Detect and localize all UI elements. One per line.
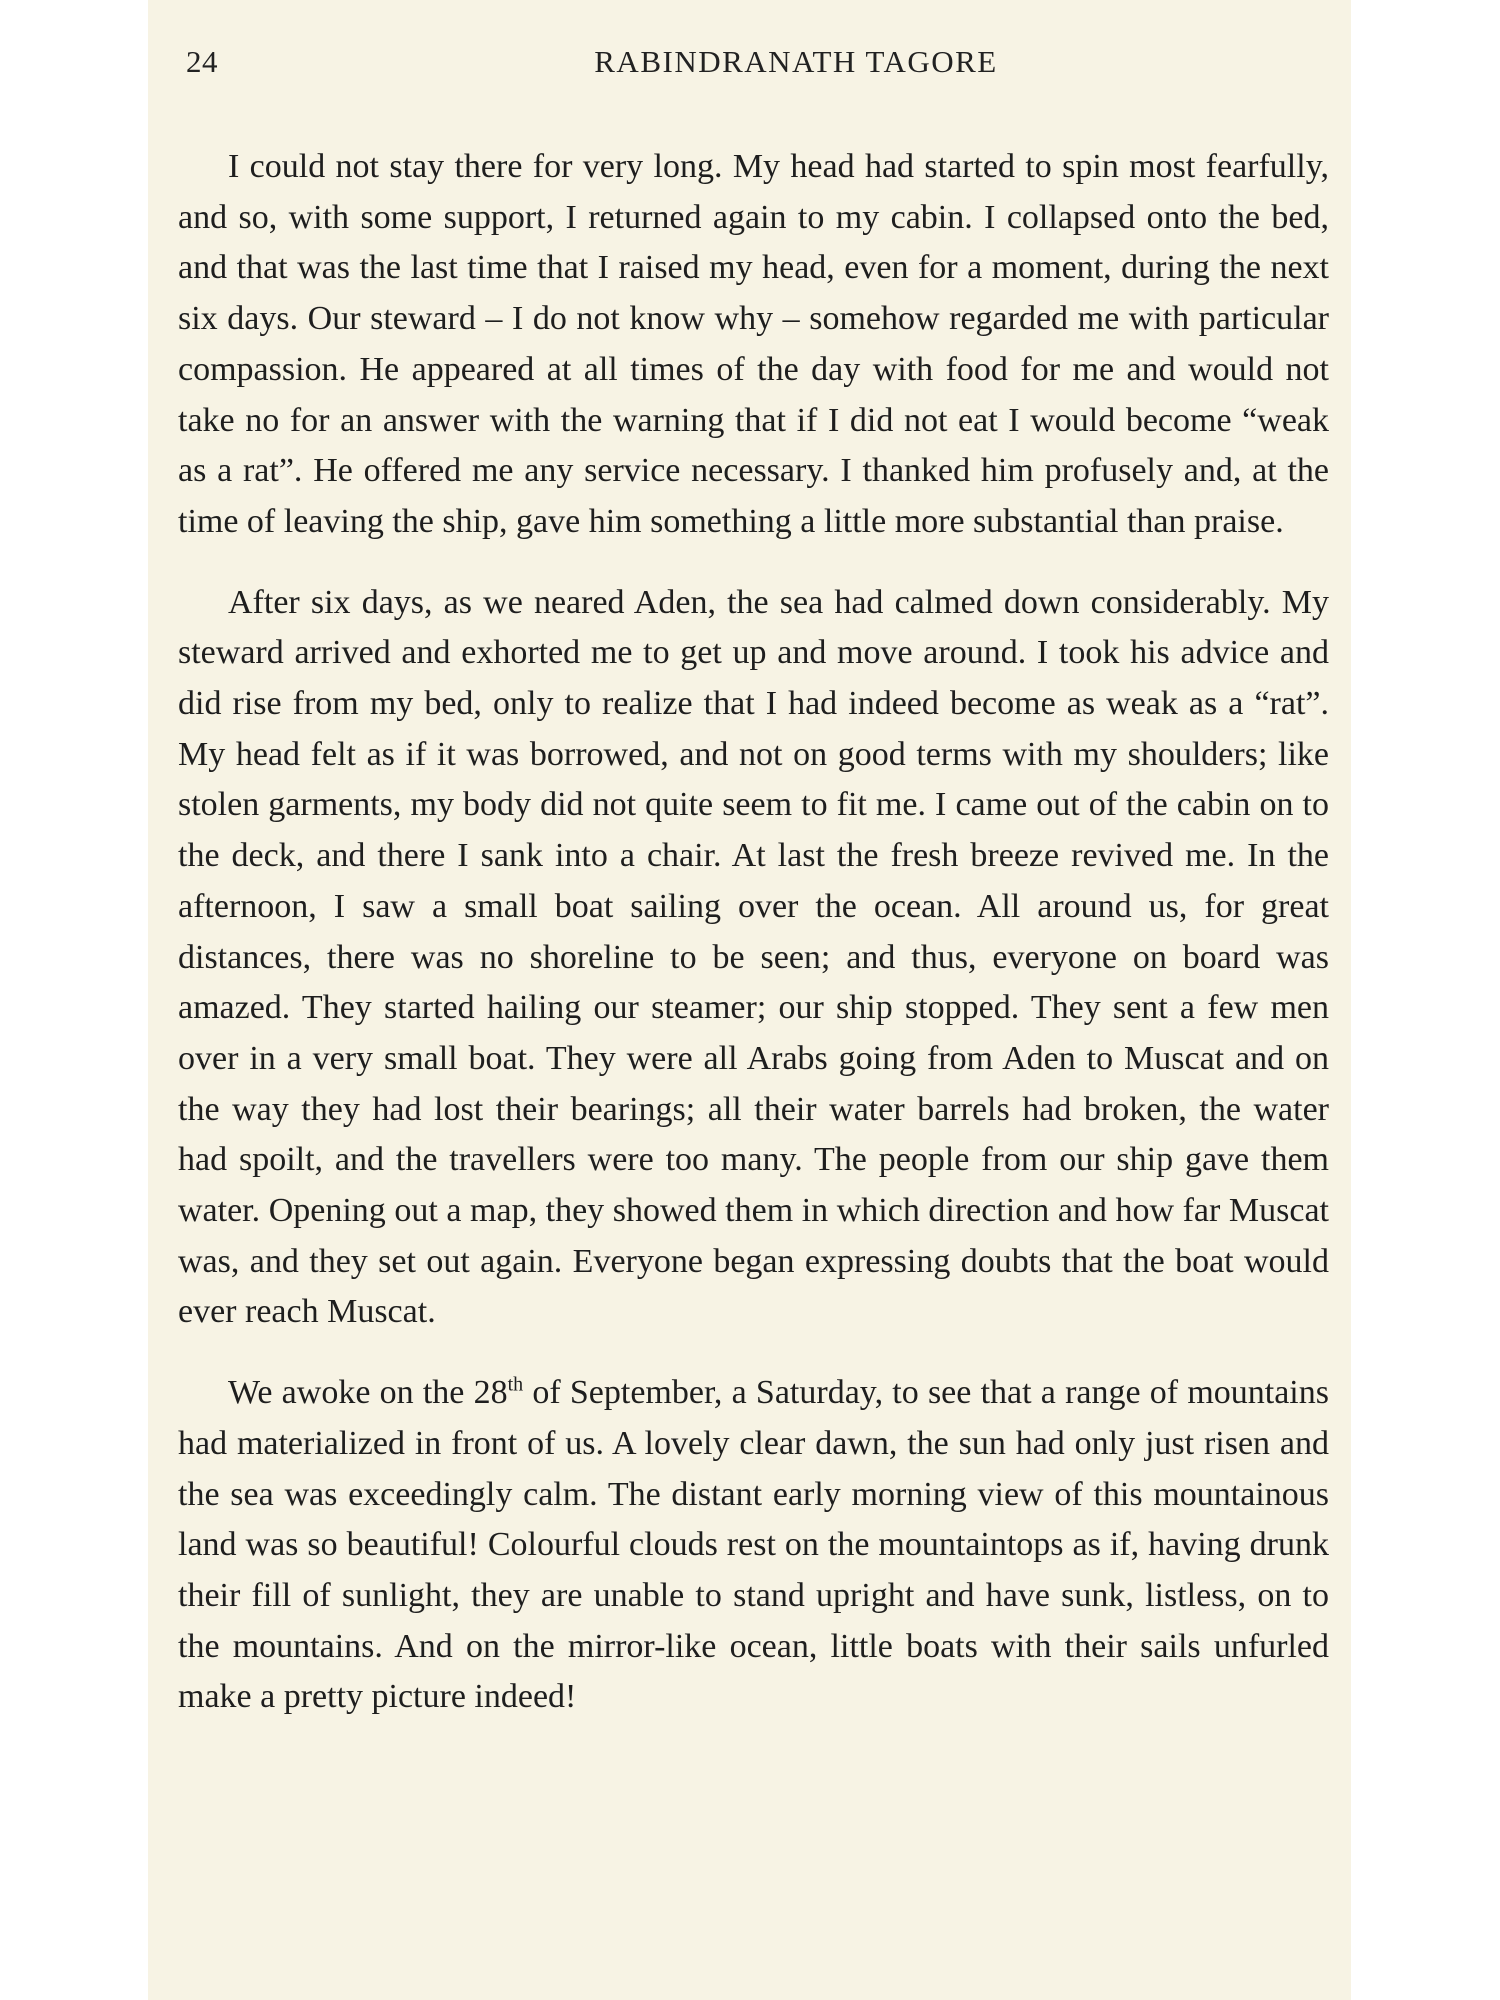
page-number: 24 <box>186 44 218 79</box>
paragraph-3-start: We awoke on the 28 <box>228 1374 508 1412</box>
paragraph-2: After six days, as we neared Aden, the sea had calmed down considerably. My steward arrived and exhorted me to get up and move around. I took his advice and did rise from my bed, only to realize that I had indeed become as weak as a “rat”. My head felt as if it was borrowed, and not on good terms with my shoulders; like stolen garments, my body did not quite seem to fit me. I came out of the cabin on to the deck, and there I sank into a chair. At last the fresh breeze revived me. In the afternoon, I saw a small boat sailing over the ocean. All around us, for great distances, there was no shoreline to be seen; and thus, everyone on board was amazed. They started hailing our steamer; our ship stopped. They sent a few men over in a very small boat. They were all Arabs going from Aden to Muscat and on the way they had lost their bearings; all their water barrels had broken, the water had spoilt, and the travellers were too many. The people from our ship gave them water. Opening out a map, they showed them in which direction and how far Muscat was, and they set out again. Everyone began expressing doubts that the boat would ever reach Muscat. <box>178 583 1329 1331</box>
paragraph-1: I could not stay there for very long. My head had started to spin most fearfully, and so, with some support, I returned again to my cabin. I collapsed onto the bed, and that was the last time that I raised my head, even for a moment, during the next six days. Our steward – I do not know why – somehow regarded me with particular compassion. He appeared at all times of the day with food for me and would not take no for an answer with the warning that if I did not eat I would become “weak as a rat”. He offered me any service necessary. I thanked him profusely and, at the time of leaving the ship, gave him something a little more substantial than praise. <box>178 148 1329 540</box>
running-head <box>186 44 1326 84</box>
paragraph-3 <box>178 1368 1329 1723</box>
paragraph-3-rest: of September, a Saturday, to see that a range of mountains had materialized in front of us. A lovely clear dawn, the sun had only just risen and the sea was exceedingly calm. The distant early morning view of this mountainous land was so beautiful! Colourful clouds rest on the mountaintops as if, having drunk their fill of sunlight, they are unable to stand upright and have sunk, listless, on to the mountains. And on the mirror-like ocean, little boats with their sails unfurled make a pretty picture indeed! <box>178 1374 1329 1716</box>
running-title: RABINDRANATH TAGORE <box>594 44 998 79</box>
ordinal-suffix: th <box>507 1373 524 1396</box>
body-text <box>178 142 1329 1753</box>
